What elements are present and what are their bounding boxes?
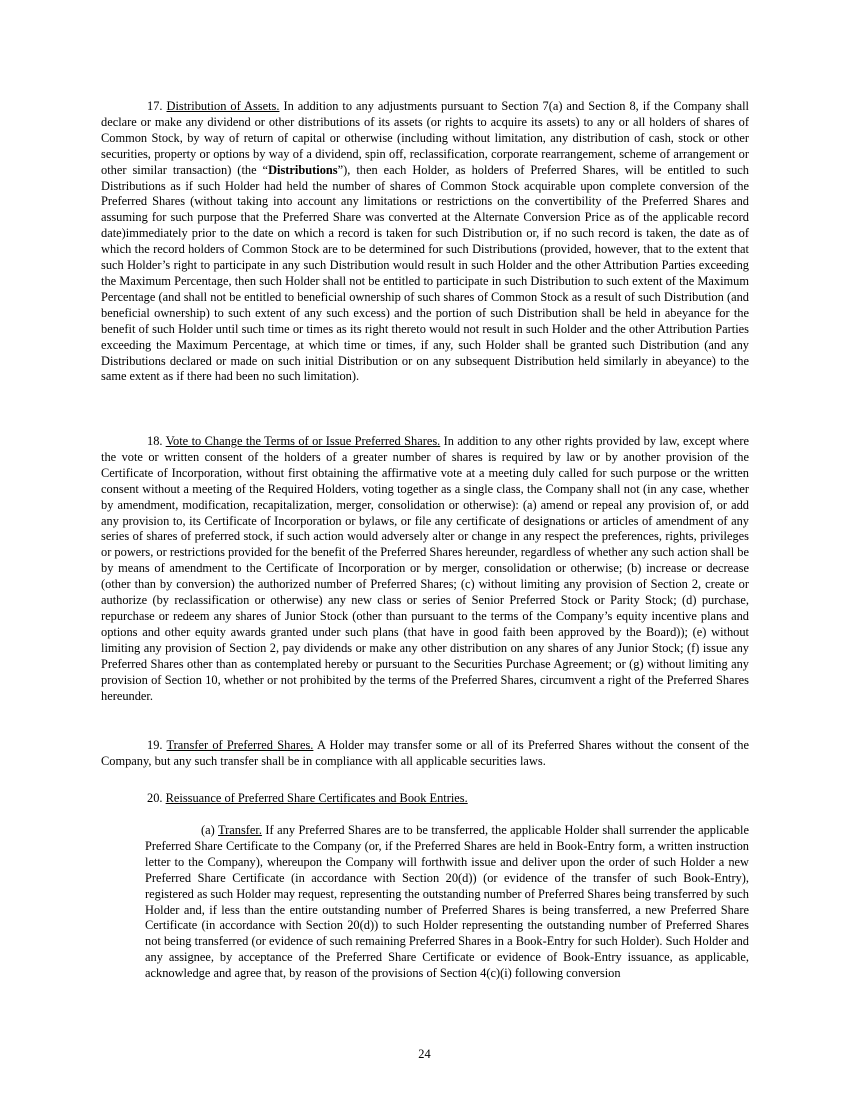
- section-17-title: Distribution of Assets.: [166, 99, 280, 113]
- section-18-paragraph: [101, 434, 749, 704]
- section-17-number: 17.: [147, 99, 163, 113]
- section-17-text-a: In addition to any adjustments pursuant to Section 7(a) and Section 8, if the Company shall declare or make any dividend or other distributions of its assets (or rights to acquire its assets) to any or all holders of shares of Common Stock, by way of return of capital or otherwise (including without limitation, any distribution of cash, stock or other securities, property or options by way of a dividend, spin off, reclassification, corporate rearrangement, scheme of arrangement or other similar transaction) (the “: [101, 99, 749, 177]
- section-20a-text: If any Preferred Shares are to be transferred, the applicable Holder shall surrender the applicable Preferred Share Certificate to the Company (or, if the Preferred Shares are held in Book-Entry form, a written instruction letter to the Company), whereupon the Company will forthwith issue and deliver upon the order of such Holder a new Preferred Share Certificate (in accordance with Section 20(d)) (or evidence of the transfer of such Book-Entry), registered as such Holder may request, representing the outstanding number of Preferred Shares being transferred by such Holder and, if less than the entire outstanding number of Preferred Shares is being transferred, a new Preferred Share Certificate (in accordance with Section 20(d)) to such Holder representing the outstanding number of Preferred Shares not being transferred (or evidence of such remaining Preferred Shares in a Book-Entry for such Holder). Such Holder and any assignee, by acceptance of the Preferred Share Certificate or evidence of Book-Entry issuance, as applicable, acknowledge and agree that, by reason of the provisions of Section 4(c)(i) following conversion: [145, 823, 749, 981]
- section-18-title: Vote to Change the Terms of or Issue Preferred Shares.: [165, 434, 441, 448]
- section-17-text-b: ”), then each Holder, as holders of Preferred Shares, will be entitled to such Distributions as if such Holder had held the number of shares of Common Stock acquirable upon complete conversion of the Preferred Shares (without taking into account any limitations or restrictions on the convertibility of the Preferred Shares and assuming for such purpose that the Preferred Share was converted at the Alternate Conversion Price as of the applicable record date)immediately prior to the date on which a record is taken for such Distribution or, if no such record is taken, the date as of which the record holders of Common Stock are to be determined for such Distributions (provided, however, that to the extent that such Holder’s right to participate in any such Distribution would result in such Holder and the other Attribution Parties exceeding the Maximum Percentage, then such Holder shall not be entitled to participate in such Distribution to such extent of the Maximum Percentage (and shall not be entitled to beneficial ownership of such shares of Common Stock as a result of such Distribution (and beneficial ownership) to such extent of any such excess) and the portion of such Distribution shall be held in abeyance for the benefit of such Holder until such time or times as its right thereto would not result in such Holder and the other Attribution Parties exceeding the Maximum Percentage, at which time or times, if any, such Holder shall be granted such Distribution (and any Distributions declared or made on such initial Distribution or on any subsequent Distribution held similarly in abeyance) to the same extent as if there had been no such limitation).: [101, 162, 749, 384]
- section-19-paragraph: [101, 738, 749, 770]
- section-20-title: Reissuance of Preferred Share Certificates and Book Entries.: [165, 791, 468, 805]
- section-18-number: 18.: [147, 434, 163, 448]
- section-17-paragraph: [101, 99, 749, 385]
- section-20-number: 20.: [147, 791, 163, 805]
- page-number: 24: [418, 1047, 431, 1061]
- section-19-title: Transfer of Preferred Shares.: [166, 738, 314, 752]
- section-19-number: 19.: [147, 738, 163, 752]
- section-19-text: A Holder may transfer some or all of its Preferred Shares without the consent of the Company, but any such transfer shall be in compliance with all applicable securities laws.: [101, 738, 749, 768]
- section-17-defined-term: Distributions: [268, 162, 338, 177]
- section-20-heading: [147, 791, 468, 807]
- section-18-text: In addition to any other rights provided by law, except where the vote or written consent of the holders of a greater number of shares is required by law or by another provision of the Certificate of Incorporation, without first obtaining the affirmative vote at a meeting duly called for such purpose or the written consent without a meeting of the Required Holders, voting together as a single class, the Company shall not (in any case, whether by amendment, modification, recapitalization, merger, consolidation or otherwise): (a) amend or repeal any provision of, or add any provision to, its Certificate of Incorporation or bylaws, or file any certificate of designations or articles of amendment of any series of shares of preferred stock, if such action would adversely alter or change in any respect the preferences, rights, privileges or powers, or restrictions provided for the benefit of the Preferred Shares hereunder, regardless of whether any such action shall be by means of amendment to the Certificate of Incorporation or by merger, consolidation or otherwise; (b) increase or decrease (other than by conversion) the authorized number of Preferred Shares; (c) without limiting any provision of Section 2, create or authorize (by reclassification or otherwise) any new class or series of Senior Preferred Stock or Parity Stock; (d) purchase, repurchase or redeem any shares of Junior Stock (other than pursuant to the terms of the Company’s equity incentive plans and options and other equity awards granted under such plans (that have in good faith been approved by the Board)); (e) without limiting any provision of Section 2, pay dividends or make any other distribution on any shares of any Junior Stock; (f) issue any Preferred Shares other than as contemplated hereby or pursuant to the Securities Purchase Agreement; or (g) without limiting any provision of Section 10, whether or not prohibited by the terms of the Preferred Shares, circumvent a right of the Preferred Shares hereunder.: [101, 434, 749, 703]
- section-20a-title: Transfer.: [218, 823, 262, 837]
- section-20a-paragraph: [145, 823, 749, 982]
- section-20a-number: (a): [201, 823, 215, 837]
